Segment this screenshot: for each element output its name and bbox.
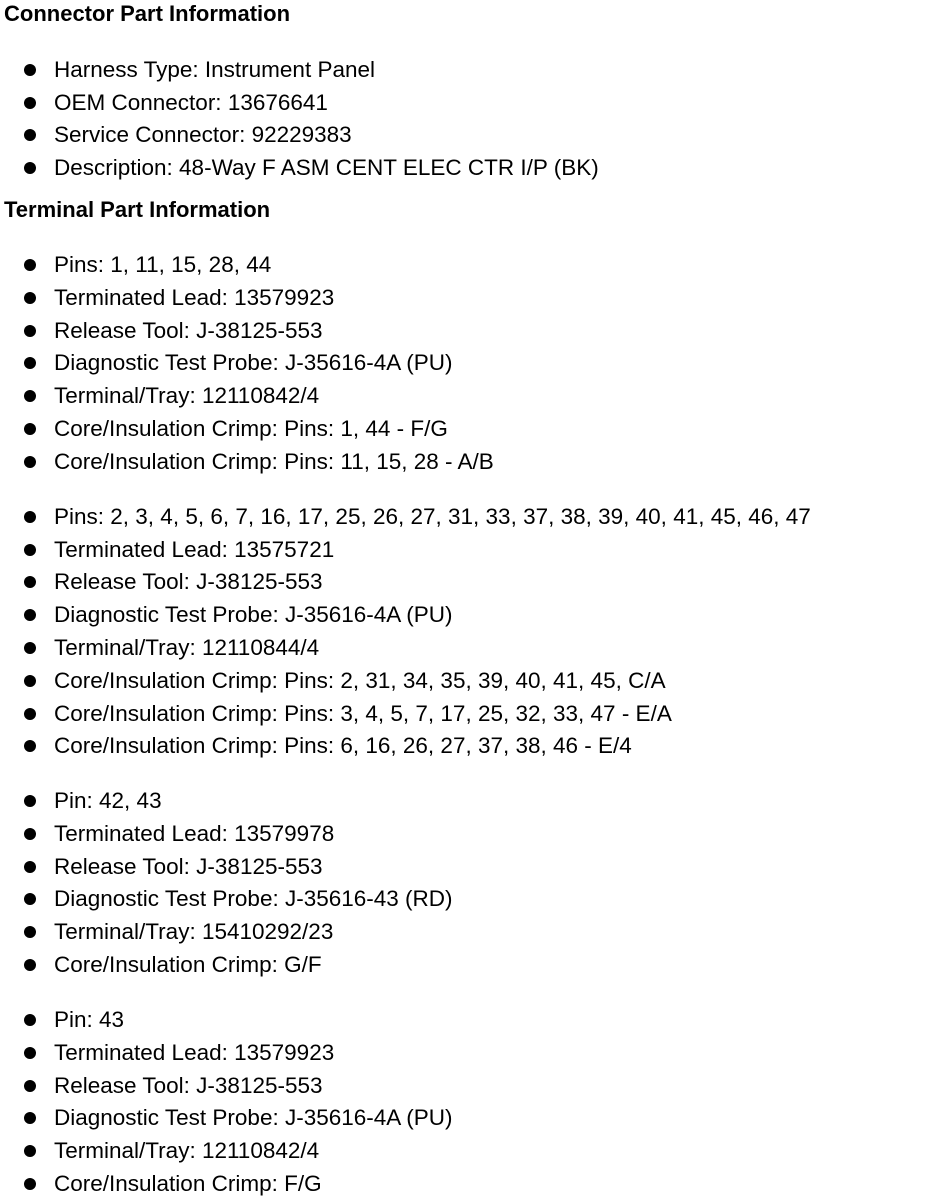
bullet-icon [24,959,36,971]
list-item [0,850,928,883]
list-item-text: Pins: 1, 11, 15, 28, 44 [54,252,272,277]
list-item [0,412,928,445]
list-item [0,882,928,915]
list-item [0,379,928,412]
bullet-icon [24,259,36,271]
list-item-text: Diagnostic Test Probe: J-35616-4A (PU) [54,602,453,627]
list-item-text: Pin: 42, 43 [54,788,162,813]
bullet-icon [24,1080,36,1092]
terminal-heading: Terminal Part Information [4,197,271,222]
list-item [0,1003,928,1036]
bullet-icon [24,861,36,873]
list-item [0,500,928,533]
bullet-icon [24,893,36,905]
list-item-text: Diagnostic Test Probe: J-35616-4A (PU) [54,350,453,375]
list-item [0,314,928,347]
bullet-icon [24,740,36,752]
bullet-icon [24,97,36,109]
list-item-text: Release Tool: J-38125-553 [54,569,323,594]
list-item-text: Core/Insulation Crimp: F/G [54,1171,322,1196]
bullet-icon [24,544,36,556]
list-item-text: Core/Insulation Crimp: Pins: 3, 4, 5, 7, 17, 25, 32, 33, 47 - E/A [54,701,672,726]
list-item-text: Terminal/Tray: 12110842/4 [54,383,320,408]
list-item-text: Description: 48-Way F ASM CENT ELEC CTR I/P (BK) [54,155,599,180]
list-item-text: Service Connector: 92229383 [54,122,352,147]
bullet-icon [24,129,36,141]
bullet-icon [24,390,36,402]
list-item-text: Release Tool: J-38125-553 [54,318,323,343]
list-item [0,915,928,948]
list-item [0,248,928,281]
bullet-icon [24,456,36,468]
list-item [0,565,928,598]
list-item-text: Terminated Lead: 13579923 [54,285,335,310]
list-item [0,346,928,379]
bullet-icon [24,576,36,588]
bullet-icon [24,675,36,687]
list-item [0,697,928,730]
bullet-icon [24,511,36,523]
list-item [0,281,928,314]
bullet-icon [24,1112,36,1124]
list-item-text: Release Tool: J-38125-553 [54,1073,323,1098]
bullet-icon [24,1047,36,1059]
list-item [0,1101,928,1134]
list-item-text: Core/Insulation Crimp: Pins: 1, 44 - F/G [54,416,448,441]
list-item-text: Core/Insulation Crimp: Pins: 6, 16, 26, 27, 37, 38, 46 - E/4 [54,733,632,758]
list-item-text: Pin: 43 [54,1007,125,1032]
list-item-text: Release Tool: J-38125-553 [54,854,323,879]
list-item-text: Core/Insulation Crimp: G/F [54,952,322,977]
bullet-icon [24,423,36,435]
list-item [0,86,928,119]
bullet-icon [24,926,36,938]
bullet-icon [24,828,36,840]
list-item-text: Harness Type: Instrument Panel [54,57,375,82]
list-item [0,664,928,697]
list-item [0,118,928,151]
list-item-text: OEM Connector: 13676641 [54,90,328,115]
list-item [0,1036,928,1069]
list-item [0,533,928,566]
list-item [0,631,928,664]
bullet-icon [24,708,36,720]
list-item [0,598,928,631]
list-item-text: Core/Insulation Crimp: Pins: 11, 15, 28 - A/B [54,449,494,474]
list-item-text: Terminated Lead: 13579978 [54,821,335,846]
list-item [0,151,928,184]
list-item-text: Terminal/Tray: 12110844/4 [54,635,320,660]
list-item [0,445,928,478]
bullet-icon [24,795,36,807]
connector-heading: Connector Part Information [4,1,291,26]
list-item [0,1069,928,1102]
bullet-icon [24,325,36,337]
bullet-icon [24,292,36,304]
list-item-text: Terminal/Tray: 15410292/23 [54,919,334,944]
list-item-text: Core/Insulation Crimp: Pins: 2, 31, 34, 35, 39, 40, 41, 45, C/A [54,668,666,693]
bullet-icon [24,162,36,174]
bullet-icon [24,64,36,76]
list-item [0,729,928,762]
list-item-text: Terminated Lead: 13575721 [54,537,335,562]
list-item [0,1134,928,1167]
list-item [0,53,928,86]
bullet-icon [24,609,36,621]
list-item-text: Terminated Lead: 13579923 [54,1040,335,1065]
list-item [0,784,928,817]
bullet-icon [24,357,36,369]
list-item [0,817,928,850]
bullet-icon [24,1145,36,1157]
list-item-text: Terminal/Tray: 12110842/4 [54,1138,320,1163]
bullet-icon [24,1178,36,1190]
list-item-text: Pins: 2, 3, 4, 5, 6, 7, 16, 17, 25, 26, 27, 31, 33, 37, 38, 39, 40, 41, 45, 46, 47 [54,504,811,529]
bullet-icon [24,1014,36,1026]
list-item [0,1167,928,1200]
list-item [0,948,928,981]
list-item-text: Diagnostic Test Probe: J-35616-43 (RD) [54,886,453,911]
list-item-text: Diagnostic Test Probe: J-35616-4A (PU) [54,1105,453,1130]
bullet-icon [24,642,36,654]
